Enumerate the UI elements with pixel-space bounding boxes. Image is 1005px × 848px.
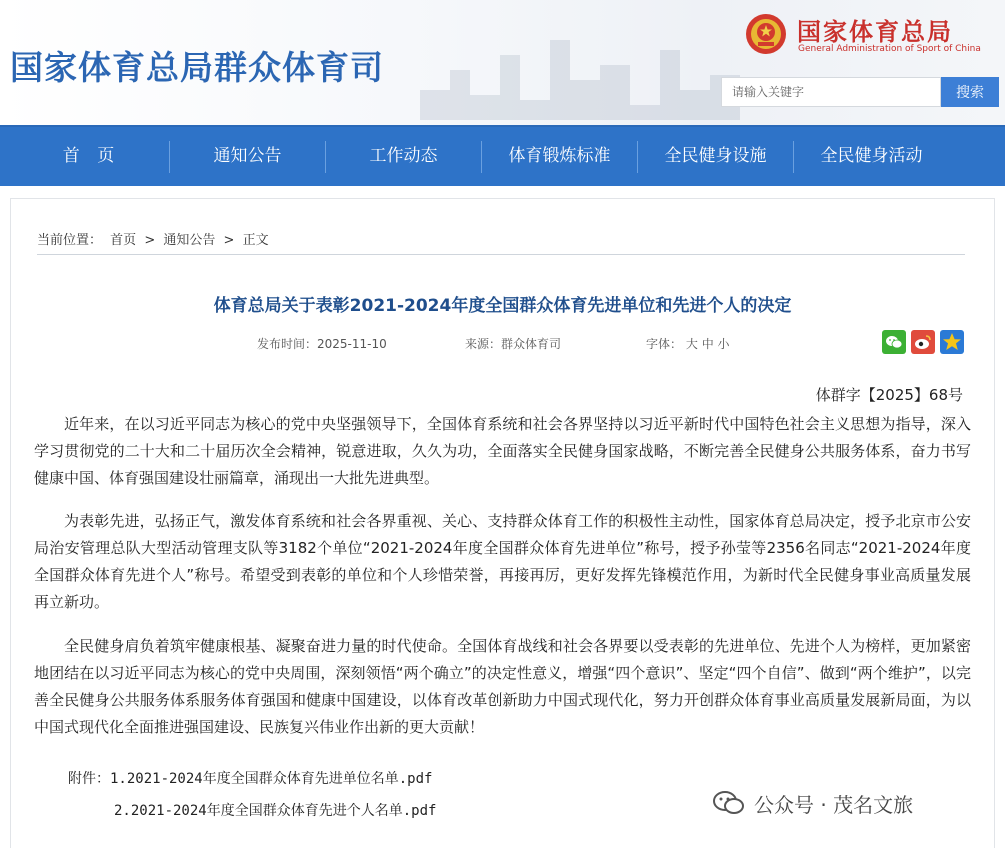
weibo-icon[interactable] — [911, 330, 935, 354]
breadcrumb — [37, 229, 273, 248]
breadcrumb-separator: > — [144, 233, 156, 248]
source-value: 群众体育司 — [501, 337, 562, 351]
watermark-text: 公众号 · 茂名文旅 — [754, 792, 914, 817]
article-paragraph: 近年来，在以习近平同志为核心的党中央坚强领导下，全国体育系统和社会各界坚持以习近平新时代中国特色社会主义思想为指导，深入学习贯彻党的二十大和二十届历次全会精神，锐意进取，久久为功，全面落实全民健身国家战略，不断完善全民健身公共服务体系，奋力书写健康中国、体育强国建设壮丽篇章，涌现出一大批先进典型。 — [34, 415, 971, 487]
nav-item-notices[interactable]: 通知公告 — [213, 146, 282, 166]
main-nav — [0, 125, 1005, 186]
article-paragraph: 为表彰先进，弘扬正气，激发体育系统和社会各界重视、关心、支持群众体育工作的积极性主动性，国家体育总局决定，授予北京市公安局治安管理总队大型活动管理支队等3182个单位“2021-2024年度全国群众体育先进单位”称号，授予孙莹等2356名同志“2021-2024年度全国群众体育先进个人”称号。希望受到表彰的单位和个人珍惜荣誉，再接再厉，更好发挥先锋模范作用，为新时代全民健身事业高质量发展再立新功。 — [34, 512, 971, 611]
brand-name-cn: 国家体育总局 — [797, 18, 953, 46]
nav-item-fitness-standards[interactable]: 体育锻炼标准 — [508, 146, 611, 166]
font-size-medium[interactable]: 中 — [701, 337, 714, 351]
attachment-link[interactable]: 1.2021-2024年度全国群众体育先进单位名单.pdf — [110, 771, 433, 787]
attachments-label: 附件： — [68, 771, 110, 787]
national-emblem-icon — [744, 12, 788, 56]
breadcrumb-notices[interactable]: 通知公告 — [163, 233, 216, 248]
search-input[interactable] — [721, 77, 941, 107]
publish-date-value: 2025-11-10 — [317, 337, 387, 351]
breadcrumb-home[interactable]: 首页 — [110, 233, 137, 248]
article-title: 体育总局关于表彰2021-2024年度全国群众体育先进单位和先进个人的决定 — [213, 296, 792, 316]
attachment-row — [114, 800, 436, 820]
document-number: 体群字【2025】68号 — [815, 386, 963, 404]
breadcrumb-divider — [37, 254, 965, 255]
font-size-label: 字体： — [646, 337, 683, 351]
skyline-decoration — [420, 20, 740, 120]
search-button[interactable]: 搜索 — [941, 77, 999, 107]
font-size-small[interactable]: 小 — [717, 337, 730, 351]
watermark — [712, 788, 913, 818]
wechat-watermark-icon — [712, 789, 746, 817]
brand-name-en: General Administration of Sport of China — [798, 44, 981, 54]
breadcrumb-separator: > — [223, 233, 235, 248]
article-paragraph: 全民健身肩负着筑牢健康根基、凝聚奋进力量的时代使命。全国体育战线和社会各界要以受表彰的先进单位、先进个人为榜样，更加紧密地团结在以习近平同志为核心的党中央周围，深刻领悟“两个确立”的决定性意义，增强“四个意识”、坚定“四个自信”、做到“两个维护”，以完善全民健身公共服务体系服务体育强国和健康中国建设，以体育改革创新助力中国式现代化，努力开创群众体育事业高质量发展新局面，为以中国式现代化全面推进强国建设、民族复兴伟业作出新的更大贡献！ — [34, 637, 971, 736]
wechat-icon[interactable] — [882, 330, 906, 354]
nav-item-fitness-facilities[interactable]: 全民健身设施 — [664, 146, 767, 166]
article-source — [465, 335, 561, 352]
qzone-icon[interactable] — [940, 330, 964, 354]
font-size-control — [646, 335, 730, 352]
attachment-link[interactable]: 2.2021-2024年度全国群众体育先进个人名单.pdf — [114, 803, 437, 819]
breadcrumb-current: 正文 — [242, 233, 269, 248]
publish-date-label: 发布时间： — [257, 337, 318, 351]
site-header — [0, 0, 1005, 125]
font-size-large[interactable]: 大 — [685, 337, 698, 351]
breadcrumb-prefix: 当前位置： — [37, 233, 103, 248]
attachment-row — [68, 768, 432, 788]
site-title[interactable]: 国家体育总局群众体育司 — [10, 48, 384, 87]
publish-date — [257, 335, 387, 352]
nav-item-fitness-activities[interactable]: 全民健身活动 — [820, 146, 923, 166]
nav-item-news[interactable]: 工作动态 — [369, 146, 438, 166]
nav-item-home[interactable]: 首 页 — [62, 146, 121, 166]
source-label: 来源： — [465, 337, 502, 351]
